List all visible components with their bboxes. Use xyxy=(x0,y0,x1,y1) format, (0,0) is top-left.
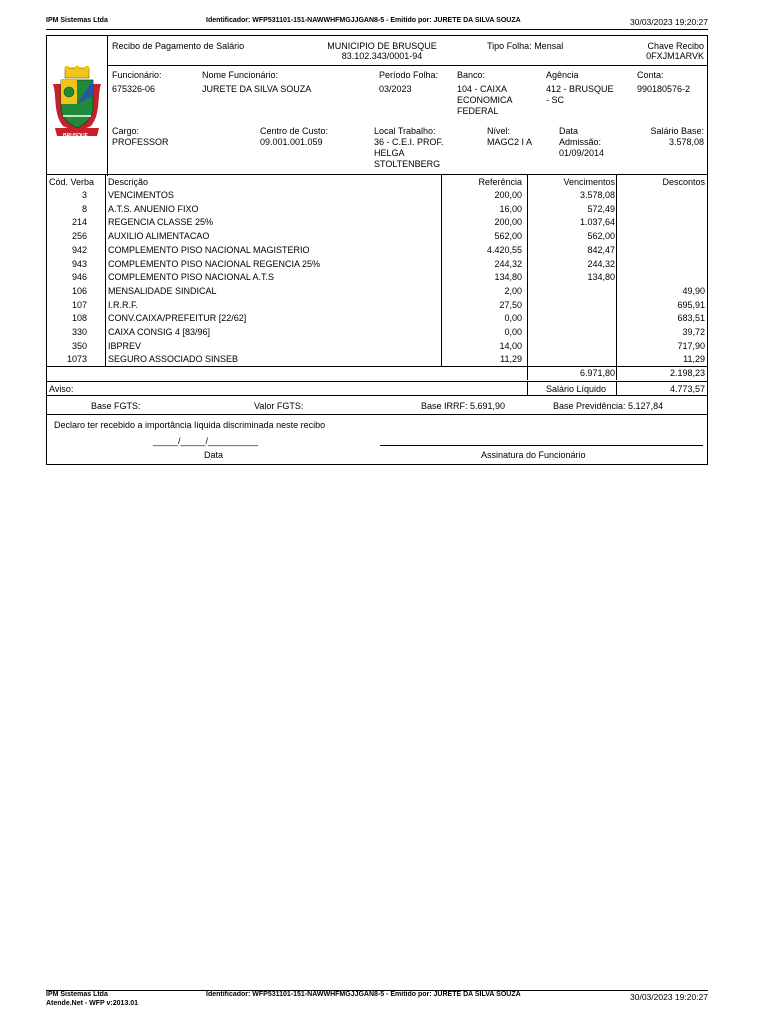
local-trabalho-value-1: 36 - C.E.I. PROF. xyxy=(374,137,444,147)
receipt-title: Recibo de Pagamento de Salário xyxy=(112,41,245,51)
table-row xyxy=(47,244,707,258)
divider xyxy=(47,414,707,415)
table-row xyxy=(47,203,707,217)
col-ref-header: Referência xyxy=(478,177,522,187)
local-trabalho-label: Local Trabalho: xyxy=(374,126,436,136)
local-trabalho-value-3: STOLTENBERG xyxy=(374,159,441,169)
nivel-value: MAGC2 I A xyxy=(487,137,533,147)
conta-value: 990180576-2 xyxy=(637,84,691,94)
verba-code: 107 xyxy=(71,299,87,310)
date-blank: _____/_____/__________ xyxy=(153,436,259,446)
issue-datetime: 30/03/2023 19:20:27 xyxy=(630,17,708,27)
signature-line xyxy=(380,445,703,446)
chave-recibo-label: Chave Recibo xyxy=(647,41,704,51)
table-row xyxy=(47,299,707,313)
identifier-text: Identificador: WFP531101-151-NAWWHFMGJJGAN8-5 - Emitido por: JURETE DA SILVA SOUZA xyxy=(206,17,521,24)
verba-code: 943 xyxy=(71,258,87,269)
coat-of-arms-icon xyxy=(51,66,103,140)
salario-base-value: 3.578,08 xyxy=(668,137,704,147)
verba-reference: 0,00 xyxy=(504,313,522,324)
verba-vencimento: 3.578,08 xyxy=(579,190,615,200)
admissao-value: 01/09/2014 xyxy=(559,148,605,158)
base-previdencia: Base Previdência: 5.127,84 xyxy=(553,401,664,411)
divider xyxy=(47,395,707,396)
salario-base-label: Salário Base: xyxy=(650,126,704,136)
chave-recibo-value: 0FXJM1ARVK xyxy=(646,51,704,61)
verba-description: REGENCIA CLASSE 25% xyxy=(108,217,214,228)
verba-code: 108 xyxy=(71,313,87,324)
verba-code: 946 xyxy=(71,272,87,283)
table-row xyxy=(47,230,707,244)
verba-description: IBPREV xyxy=(108,340,142,351)
nome-value: JURETE DA SILVA SOUZA xyxy=(202,84,312,94)
signature-label: Assinatura do Funcionário xyxy=(481,450,586,460)
employer-name: MUNICIPIO DE BRUSQUE xyxy=(327,41,437,51)
table-row xyxy=(47,258,707,272)
verba-vencimento: 842,47 xyxy=(587,244,615,255)
table-row xyxy=(47,216,707,230)
date-label: Data xyxy=(204,450,224,460)
banco-value-2: ECONOMICA xyxy=(457,95,513,105)
col-sep xyxy=(616,381,617,395)
valor-fgts: Valor FGTS: xyxy=(254,401,304,411)
nivel-label: Nível: xyxy=(487,126,511,136)
verba-vencimento: 562,00 xyxy=(587,231,615,242)
verba-description: CONV.CAIXA/PREFEITUR [22/62] xyxy=(108,313,247,324)
verba-description: MENSALIDADE SINDICAL xyxy=(108,285,217,296)
divider xyxy=(107,65,707,66)
funcionario-label: Funcionário: xyxy=(112,70,162,80)
footer-identifier: Identificador: WFP531101-151-NAWWHFMGJJGAN8-5 - Emitido por: JURETE DA SILVA SOUZA xyxy=(206,991,521,998)
verba-code: 106 xyxy=(71,285,87,296)
agencia-value-1: 412 - BRUSQUE xyxy=(546,84,614,94)
col-venc-header: Vencimentos xyxy=(563,177,615,187)
cargo-label: Cargo: xyxy=(112,126,140,136)
divider xyxy=(47,381,707,382)
footer-datetime: 30/03/2023 19:20:27 xyxy=(630,992,708,1002)
col-code-header: Cód. Verba xyxy=(49,177,95,187)
verba-description: CAIXA CONSIG 4 [83/96] xyxy=(108,327,211,337)
verba-desconto: 683,51 xyxy=(677,313,705,324)
verba-code: 1073 xyxy=(66,354,87,365)
verba-vencimento: 1.037,64 xyxy=(579,217,615,228)
base-irrf: Base IRRF: 5.691,90 xyxy=(421,401,506,411)
verba-description: COMPLEMENTO PISO NACIONAL A.T.S xyxy=(108,272,275,283)
verba-reference: 27,50 xyxy=(499,299,522,310)
verba-code: 8 xyxy=(81,203,87,214)
totals-row xyxy=(47,367,707,381)
verba-reference: 14,00 xyxy=(499,340,522,351)
agencia-label: Agência xyxy=(546,70,579,80)
periodo-label: Período Folha: xyxy=(379,70,439,80)
declaration-text: Declaro ter recebido a importância líquida discriminada neste recibo xyxy=(54,420,326,430)
verba-description: A.T.S. ANUENIO FIXO xyxy=(108,203,199,214)
verba-code: 214 xyxy=(71,217,87,228)
verba-reference: 4.420,55 xyxy=(486,244,522,255)
verba-vencimento: 244,32 xyxy=(587,258,615,269)
company-name: IPM Sistemas Ltda xyxy=(46,17,108,24)
table-row xyxy=(47,326,707,340)
verba-code: 942 xyxy=(71,244,87,255)
employer-cnpj: 83.102.343/0001-94 xyxy=(341,51,423,61)
conta-label: Conta: xyxy=(637,70,664,80)
centro-custo-value: 09.001.001.059 xyxy=(260,137,323,147)
verba-reference: 16,00 xyxy=(499,203,522,214)
verba-description: AUXILIO ALIMENTACAO xyxy=(108,231,210,242)
verba-vencimento: 572,49 xyxy=(587,203,615,214)
funcionario-value: 675326-06 xyxy=(112,84,156,94)
crest-separator xyxy=(107,36,108,176)
total-descontos: 2.198,23 xyxy=(669,368,705,378)
verba-reference: 134,80 xyxy=(494,272,522,283)
verba-code: 256 xyxy=(71,231,87,242)
verba-vencimento: 134,80 xyxy=(587,272,615,283)
col-desc-value-header: Descontos xyxy=(662,177,705,187)
aviso-label: Aviso: xyxy=(49,384,74,394)
centro-custo-label: Centro de Custo: xyxy=(260,126,329,136)
salario-liquido-value: 4.773,57 xyxy=(669,384,705,394)
verba-desconto: 39,72 xyxy=(682,327,705,337)
col-sep xyxy=(527,381,528,395)
verba-reference: 200,00 xyxy=(494,190,522,200)
verba-desconto: 11,29 xyxy=(683,354,705,365)
verba-code: 350 xyxy=(71,340,87,351)
salary-receipt xyxy=(46,35,708,465)
footer-company: IPM Sistemas Ltda xyxy=(46,991,108,998)
table-row xyxy=(47,312,707,326)
cargo-value: PROFESSOR xyxy=(112,137,169,147)
verba-code: 330 xyxy=(71,327,87,337)
crest-ribbon-text: BRUSQUE xyxy=(63,133,89,139)
header-divider xyxy=(46,29,708,30)
verba-reference: 0,00 xyxy=(504,327,522,337)
agencia-value-2: - SC xyxy=(546,95,564,105)
base-fgts: Base FGTS: xyxy=(91,401,141,411)
verba-description: SEGURO ASSOCIADO SINSEB xyxy=(108,354,239,365)
salario-liquido-label: Salário Líquido xyxy=(546,384,607,394)
banco-label: Banco: xyxy=(457,70,486,80)
table-header xyxy=(47,176,707,190)
tipo-folha: Tipo Folha: Mensal xyxy=(487,41,564,51)
local-trabalho-value-2: HELGA xyxy=(374,148,405,158)
admissao-label: Admissão: xyxy=(559,137,602,147)
data-label: Data xyxy=(559,126,579,136)
verba-reference: 562,00 xyxy=(494,231,522,242)
verba-desconto: 717,90 xyxy=(677,340,705,351)
total-vencimentos: 6.971,80 xyxy=(579,368,615,378)
verba-reference: 244,32 xyxy=(494,258,522,269)
table-row xyxy=(47,340,707,354)
nome-label: Nome Funcionário: xyxy=(202,70,279,80)
verba-desconto: 49,90 xyxy=(682,285,705,296)
banco-value-1: 104 - CAIXA xyxy=(457,84,508,94)
divider xyxy=(47,174,707,175)
table-row xyxy=(47,189,707,203)
table-row xyxy=(47,285,707,299)
verba-description: VENCIMENTOS xyxy=(108,190,174,200)
verba-description: COMPLEMENTO PISO NACIONAL REGENCIA 25% xyxy=(108,258,321,269)
verba-code: 3 xyxy=(81,190,87,200)
banco-value-3: FEDERAL xyxy=(457,106,499,116)
verba-reference: 2,00 xyxy=(504,285,522,296)
verba-desconto: 695,91 xyxy=(677,299,705,310)
verba-reference: 200,00 xyxy=(494,217,522,228)
periodo-value: 03/2023 xyxy=(379,84,412,94)
verba-reference: 11,29 xyxy=(500,354,522,365)
verba-description: COMPLEMENTO PISO NACIONAL MAGISTERIO xyxy=(108,244,310,255)
col-desc-header: Descrição xyxy=(108,177,149,187)
footer-version: Atende.Net - WFP v:2013.01 xyxy=(46,1000,139,1007)
verba-description: I.R.R.F. xyxy=(108,299,139,310)
table-row xyxy=(47,271,707,285)
